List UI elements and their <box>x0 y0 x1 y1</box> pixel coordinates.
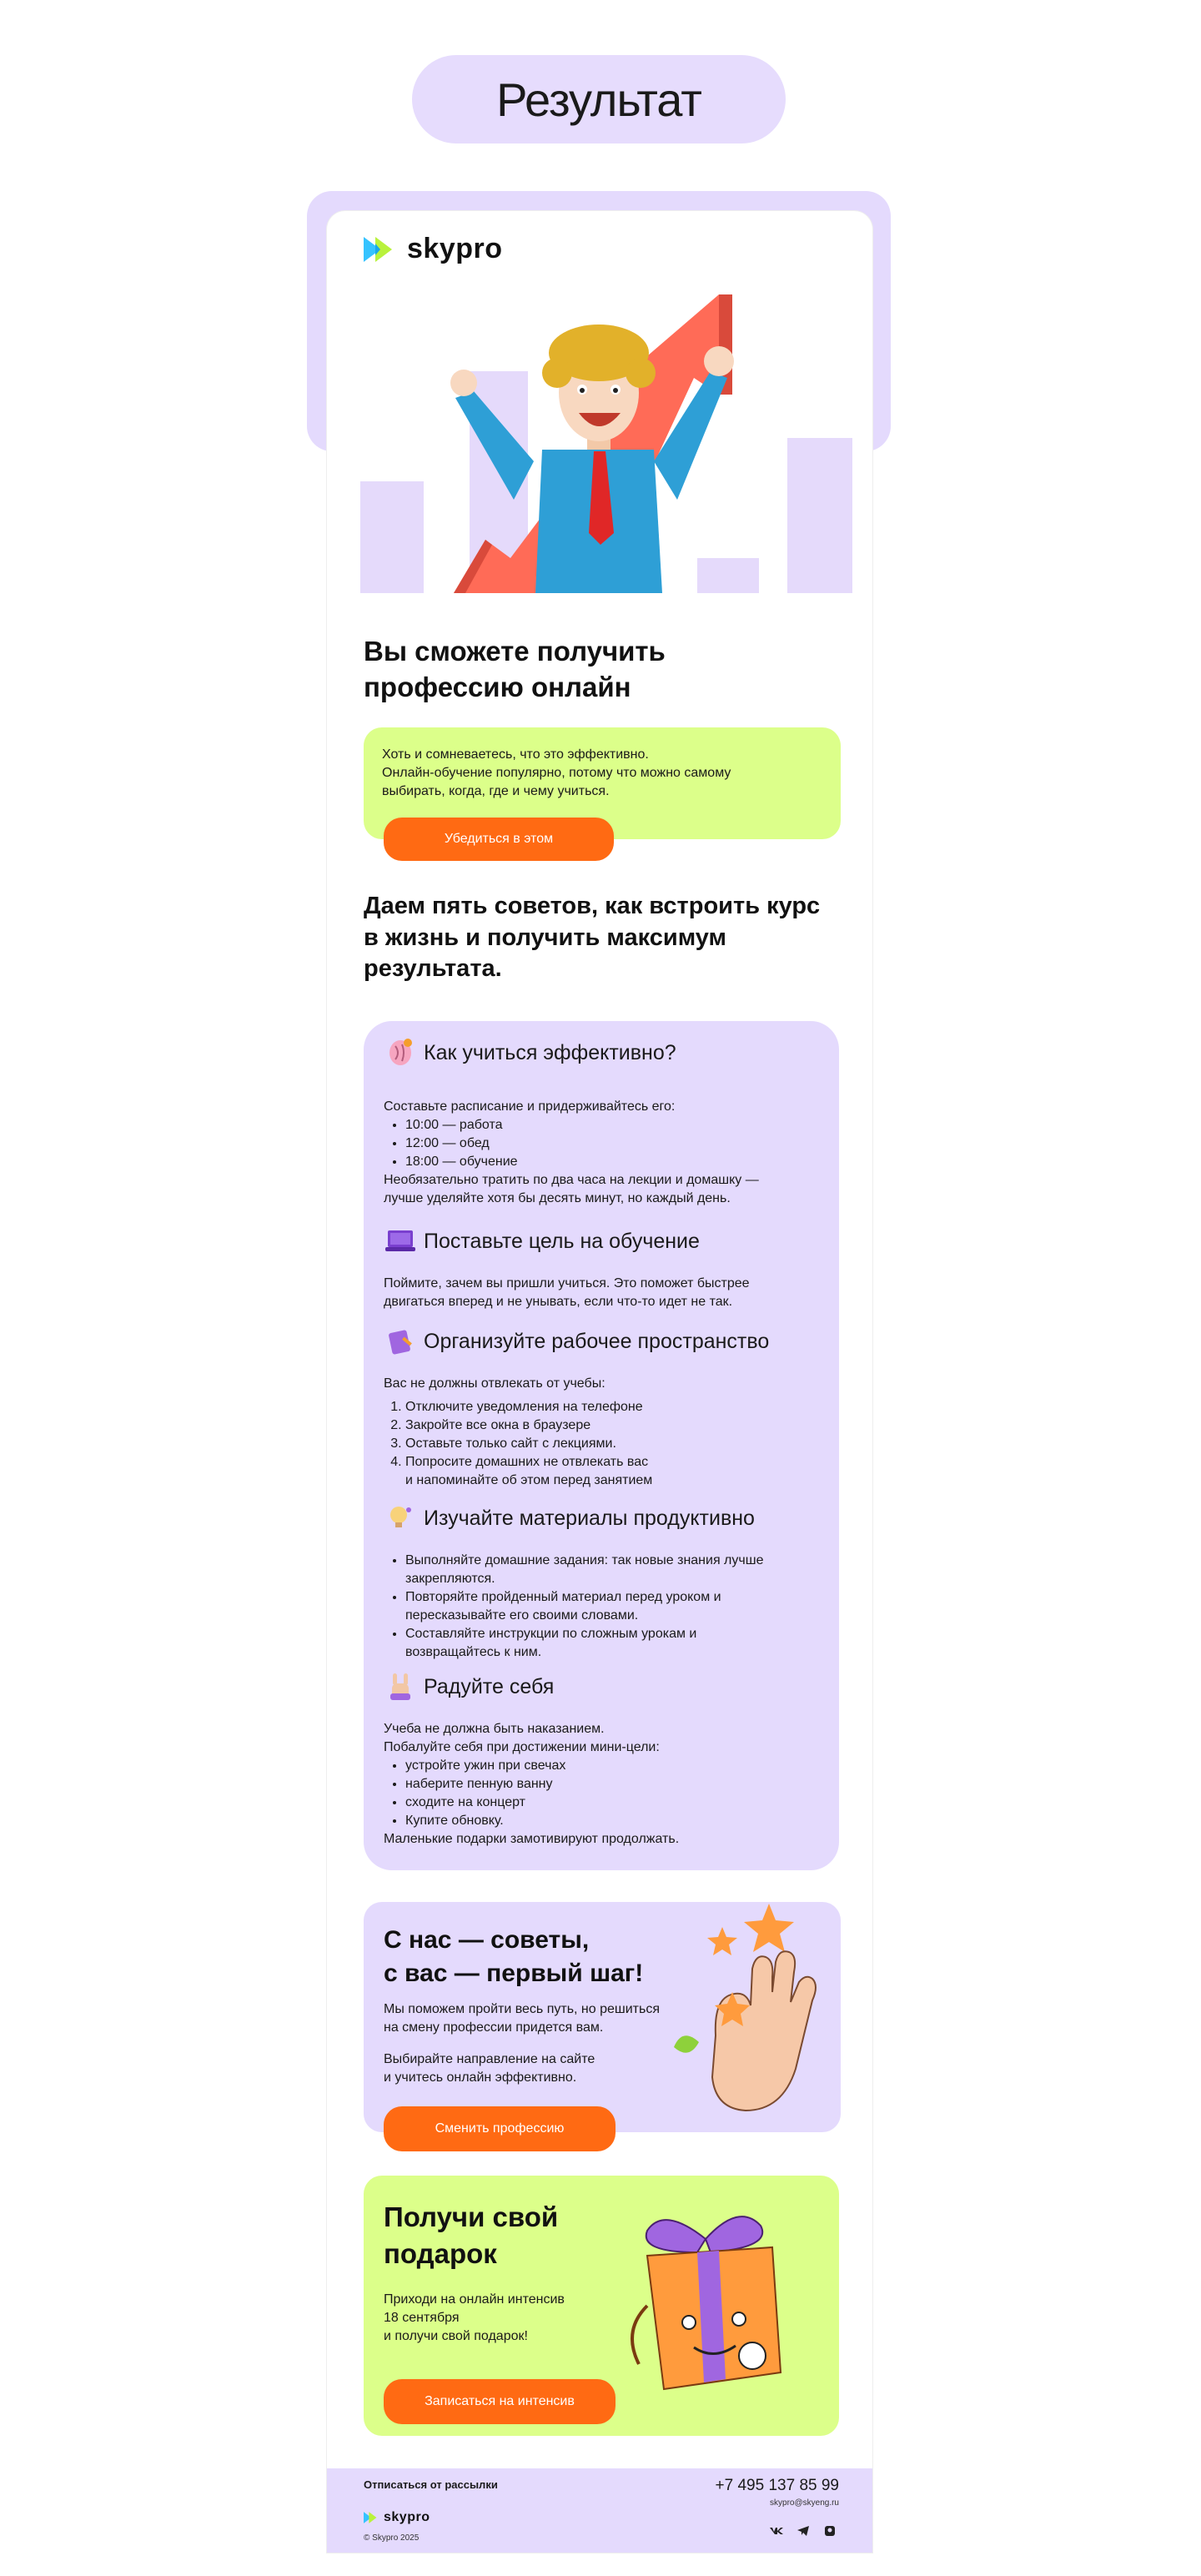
tip-5-title <box>384 1670 554 1703</box>
advice-p2-line-1: Выбирайте направление на сайте <box>384 2052 595 2066</box>
list-item <box>405 1625 817 1662</box>
tip-5-lead-2: Побалуйте себя при достижении мини-цели: <box>384 1740 660 1754</box>
list-item: 1. Отключите уведомления на телефоне <box>405 1398 817 1416</box>
tips-card <box>364 1021 839 1870</box>
logo-text: skypro <box>407 233 503 264</box>
tip-3-body <box>384 1375 817 1490</box>
advice-paragraph-1 <box>384 2000 660 2037</box>
list-item-continuation: возвращайтесь к ним. <box>405 1645 542 1659</box>
footer-email[interactable]: skypro@skyeng.ru <box>770 2498 839 2508</box>
advice-card <box>364 1902 841 2132</box>
list-item: • 12:00 — обед <box>405 1135 817 1153</box>
tip-4-list <box>405 1552 817 1662</box>
intro-line-2: Онлайн-обучение популярно, потому что можно самому <box>382 766 731 780</box>
list-item-text: Составляйте инструкции по сложным урокам и <box>405 1627 697 1641</box>
intro-line-3: выбирать, когда, где и чему учиться. <box>382 784 610 798</box>
intro-line-1: Хоть и сомневаетесь, что это эффективно. <box>382 747 649 762</box>
footer-copyright: © Skypro 2025 <box>364 2533 420 2543</box>
tip-2-text-1: Поймите, зачем вы пришли учиться. Это поможет быстрее <box>384 1276 750 1291</box>
advice-paragraph-2 <box>384 2050 595 2087</box>
tip-5-title-text: Радуйте себя <box>424 1674 555 1698</box>
advice-p1-line-1: Мы поможем пройти весь путь, но решиться <box>384 2002 661 2016</box>
gift-title-line-2: подарок <box>384 2238 497 2269</box>
tip-1-title-text: Как учиться эффективно? <box>424 1040 676 1064</box>
list-item-continuation: закрепляются. <box>405 1572 495 1586</box>
lightbulb-icon <box>384 1502 417 1535</box>
gift-title-line-1: Получи свой <box>384 2201 559 2232</box>
list-item: • 10:00 — работа <box>405 1116 817 1135</box>
list-item <box>405 1588 817 1625</box>
tip-4-title-text: Изучайте материалы продуктивно <box>424 1506 755 1530</box>
list-item <box>405 1552 817 1588</box>
tip-2-body <box>384 1275 817 1311</box>
header-logo[interactable] <box>364 233 503 265</box>
advice-p1-line-2: на смену профессии придется вам. <box>384 2020 604 2035</box>
advice-p2-line-2: и учитесь онлайн эффективно. <box>384 2070 577 2085</box>
subheadline: Даем пять советов, как встроить курс в жизнь и получить максимум результата. <box>364 893 821 983</box>
unsubscribe-link[interactable]: Отписаться от рассылки <box>364 2478 498 2491</box>
list-item-text: Попросите домашних не отвлекать вас <box>405 1455 649 1469</box>
tip-3-title <box>384 1325 769 1358</box>
vk-icon[interactable] <box>769 2523 784 2538</box>
headline: Вы сможете получить профессию онлайн <box>364 636 666 702</box>
gift-text <box>384 2291 565 2346</box>
list-item: 3. Оставьте только сайт с лекциями. <box>405 1435 817 1453</box>
tip-4-body <box>384 1552 817 1662</box>
list-item <box>405 1453 817 1490</box>
email-footer <box>327 2468 872 2553</box>
gift-text-line-2: 18 сентября <box>384 2311 460 2325</box>
advice-title-line-2: с вас — первый шаг! <box>384 1960 644 1987</box>
list-item: • сходите на концерт <box>405 1794 817 1812</box>
list-item-text: Выполняйте домашние задания: так новые знания лучше <box>405 1553 764 1567</box>
rock-hand-icon <box>384 1670 417 1703</box>
ok-icon[interactable] <box>822 2523 837 2538</box>
tip-5-list <box>405 1757 817 1830</box>
list-item-text: Повторяйте пройденный материал перед уроком и <box>405 1590 721 1604</box>
footer-logo[interactable] <box>364 2510 430 2525</box>
register-intensive-button[interactable]: Записаться на интенсив <box>384 2379 616 2424</box>
list-item: 2. Закройте все окна в браузере <box>405 1416 817 1435</box>
tip-1-title <box>384 1036 676 1069</box>
list-item: • устройте ужин при свечах <box>405 1757 817 1775</box>
tip-4-title <box>384 1502 755 1535</box>
advice-title <box>384 1924 643 1990</box>
list-item: • наберите пенную ванну <box>405 1775 817 1794</box>
gift-box-illustration <box>614 2206 797 2423</box>
tip-1-list <box>405 1116 817 1171</box>
tip-2-title <box>384 1225 700 1258</box>
tip-3-list <box>405 1398 817 1490</box>
advice-title-line-1: С нас — советы, <box>384 1926 590 1954</box>
tip-5-lead-1: Учеба не должна быть наказанием. <box>384 1722 605 1736</box>
page-title-pill <box>412 55 786 143</box>
page-title: Результат <box>496 73 701 126</box>
skypro-logo-icon <box>364 235 400 264</box>
change-profession-button[interactable]: Сменить профессию <box>384 2106 616 2151</box>
tip-5-outro: Маленькие подарки замотивируют продолжать. <box>384 1832 680 1846</box>
gift-text-line-3: и получи свой подарок! <box>384 2329 528 2343</box>
gift-title <box>384 2199 558 2272</box>
tip-1-lead: Составьте расписание и придерживайтесь его: <box>384 1099 676 1114</box>
gift-text-line-1: Приходи на онлайн интенсив <box>384 2292 565 2307</box>
tip-1-outro-1: Необязательно тратить по два часа на лекции и домашку — <box>384 1173 759 1187</box>
hero-illustration <box>360 291 852 593</box>
tip-5-body <box>384 1720 817 1849</box>
tip-2-text-2: двигаться вперед и не унывать, если что-то идет не так. <box>384 1295 733 1309</box>
tip-3-title-text: Организуйте рабочее пространство <box>424 1329 770 1353</box>
list-item: • Купите обновку. <box>405 1812 817 1830</box>
notebook-icon <box>384 1325 417 1358</box>
footer-phone[interactable]: +7 495 137 85 99 <box>715 2477 839 2494</box>
tip-1-body <box>384 1098 817 1208</box>
tip-1-outro-2: лучше уделяйте хотя бы десять минут, но каждый день. <box>384 1191 731 1205</box>
list-item-continuation: пересказывайте его своими словами. <box>405 1608 639 1623</box>
email-preview <box>327 211 872 2553</box>
list-item-continuation: и напоминайте об этом перед занятием <box>405 1473 653 1487</box>
brain-icon <box>384 1036 417 1069</box>
telegram-icon[interactable] <box>796 2523 811 2538</box>
laptop-icon <box>384 1225 417 1258</box>
footer-logo-text: skypro <box>384 2510 430 2524</box>
list-item: • 18:00 — обучение <box>405 1153 817 1171</box>
convince-button[interactable]: Убедиться в этом <box>384 818 614 861</box>
ok-hand-illustration <box>666 1902 832 2119</box>
tip-3-lead: Вас не должны отвлекать от учебы: <box>384 1376 606 1391</box>
skypro-logo-icon <box>364 2511 380 2524</box>
tip-2-title-text: Поставьте цель на обучение <box>424 1229 700 1253</box>
